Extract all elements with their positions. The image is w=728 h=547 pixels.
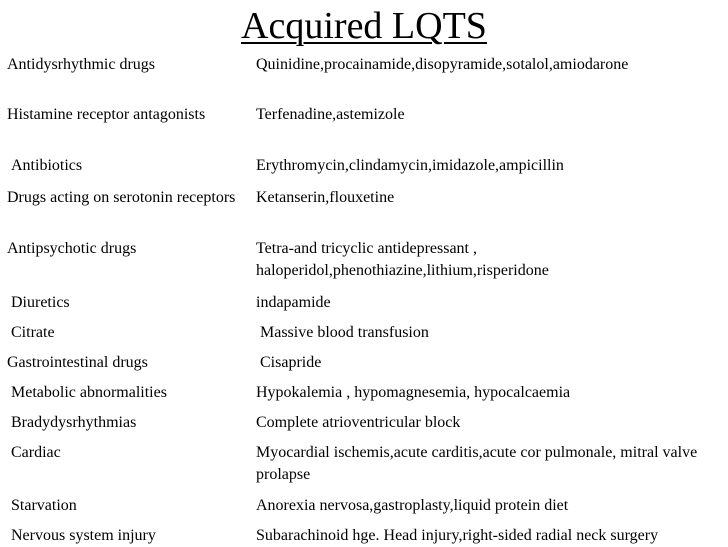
examples-cell: Complete atrioventricular block (256, 414, 461, 431)
examples-cell: indapamide (256, 294, 331, 311)
category-cell: Gastrointestinal drugs (7, 354, 148, 371)
category-cell: Histamine receptor antagonists (7, 106, 206, 123)
examples-cell: Tetra-and tricyclic antidepressant , haloperidol,phenothiazine,lithium,risperidone (256, 240, 549, 279)
examples-cell: Terfenadine,astemizole (256, 106, 405, 123)
category-cell: Bradydysrhythmias (7, 414, 137, 431)
category-cell: Metabolic abnormalities (7, 384, 167, 401)
slide-title (0, 4, 728, 48)
examples-cell: Quinidine,procainamide,disopyramide,sotalol,amiodarone (256, 56, 629, 73)
examples-cell: Erythromycin,clindamycin,imidazole,ampicillin (256, 157, 564, 174)
examples-cell: Cisapride (256, 354, 322, 371)
examples-cell: Ketanserin,flouxetine (256, 189, 395, 206)
category-cell: Citrate (7, 324, 55, 341)
category-cell: Antibiotics (7, 157, 83, 174)
slide-title-text: Acquired LQTS (241, 5, 487, 47)
examples-cell: Massive blood transfusion (256, 324, 429, 341)
category-cell: Starvation (7, 497, 77, 514)
category-cell: Diuretics (7, 294, 70, 311)
examples-cell: Anorexia nervosa,gastroplasty,liquid protein diet (256, 497, 569, 514)
category-cell: Nervous system injury (7, 527, 156, 544)
category-cell: Antidysrhythmic drugs (7, 56, 155, 73)
category-cell: Antipsychotic drugs (7, 240, 137, 257)
category-cell: Cardiac (7, 444, 61, 461)
examples-cell: Myocardial ischemis,acute carditis,acute cor pulmonale, mitral valve prolapse (256, 444, 702, 483)
examples-cell: Subarachinoid hge. Head injury,right-sided radial neck surgery (256, 527, 659, 544)
examples-cell: Hypokalemia , hypomagnesemia, hypocalcaemia (256, 384, 571, 401)
category-cell: Drugs acting on serotonin receptors (7, 189, 236, 206)
